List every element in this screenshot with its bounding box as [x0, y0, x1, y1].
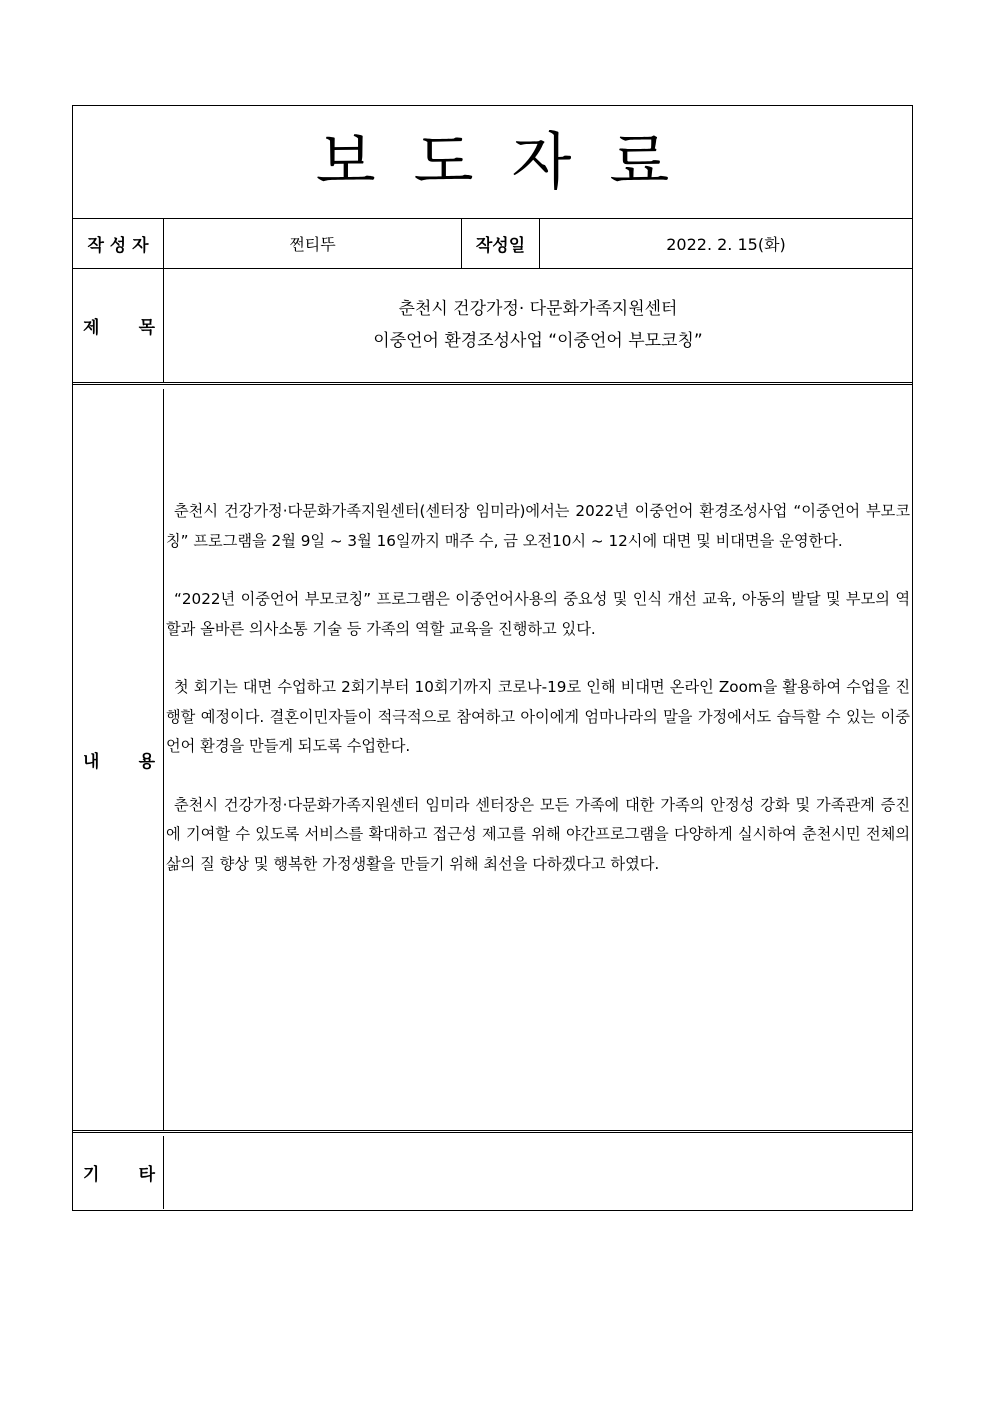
press-release-form [72, 105, 913, 1211]
paragraph-3: 첫 회기는 대면 수업하고 2회기부터 10회기까지 코로나-19로 인해 비대면 온라인 Zoom을 활용하여 수업을 진행할 예정이다. 결혼이민자들이 적극적으로 참여하고 아이에게 엄마나라의 말을 가정에서도 습득할 수 있는 이중언어 환경을 만들게 되도록 수업한다. [166, 678, 910, 755]
subject-line-2: 이중언어 환경조성사업 “이중언어 부모코칭” [373, 331, 703, 351]
etc-label [73, 1136, 164, 1209]
content-label-char-1: 내 [83, 752, 100, 772]
paragraph-2: “2022년 이중언어 부모코칭” 프로그램은 이중언어사용의 중요성 및 인식 개선 교육, 아동의 발달 및 부모의 역할과 올바른 의사소통 기술 등 가족의 역할 교육을 진행하고 있다. [166, 590, 910, 638]
subject-line-1: 춘천시 건강가정· 다문화가족지원센터 [398, 299, 678, 319]
paragraph-4: 춘천시 건강가정·다문화가족지원센터 임미라 센터장은 모든 가족에 대한 가족의 안정성 강화 및 가족관계 증진에 기여할 수 있도록 서비스를 확대하고 접근성 제고를 위해 야간프로그램을 다양하게 실시하여 춘천시민 전체의 삶의 질 향상 및 행복한 가정생활을 만들기 위해 최선을 다하겠다고 하였다. [166, 795, 910, 873]
etc-label-char-1: 기 [83, 1165, 100, 1185]
author-label: 작 성 자 [73, 218, 164, 268]
content-body [164, 389, 912, 1130]
subject-row [73, 268, 912, 385]
document-title: 보도자료 [315, 125, 708, 198]
content-row [73, 389, 912, 1133]
etc-row [73, 1136, 912, 1209]
date-value: 2022. 2. 15(화) [666, 234, 786, 254]
paragraph-1: 춘천시 건강가정·다문화가족지원센터(센터장 임미라)에서는 2022년 이중언어 환경조성사업 “이중언어 부모코칭” 프로그램을 2월 9일 ~ 3월 16일까지 매주 수, 금 오전10시 ~ 12시에 대면 및 비대면을 운영한다. [166, 502, 910, 550]
subject-text [164, 268, 912, 382]
etc-label-char-2: 타 [138, 1165, 155, 1185]
content-label [73, 389, 164, 1130]
subject-label-char-1: 제 [83, 317, 100, 338]
author-value: 쩐티뚜 [164, 218, 462, 268]
subject-label [73, 268, 164, 382]
title-row [73, 106, 912, 219]
content-label-char-2: 용 [138, 752, 155, 772]
date-label: 작성일 [462, 218, 540, 268]
meta-row [73, 218, 912, 269]
subject-label-char-2: 목 [138, 317, 155, 338]
